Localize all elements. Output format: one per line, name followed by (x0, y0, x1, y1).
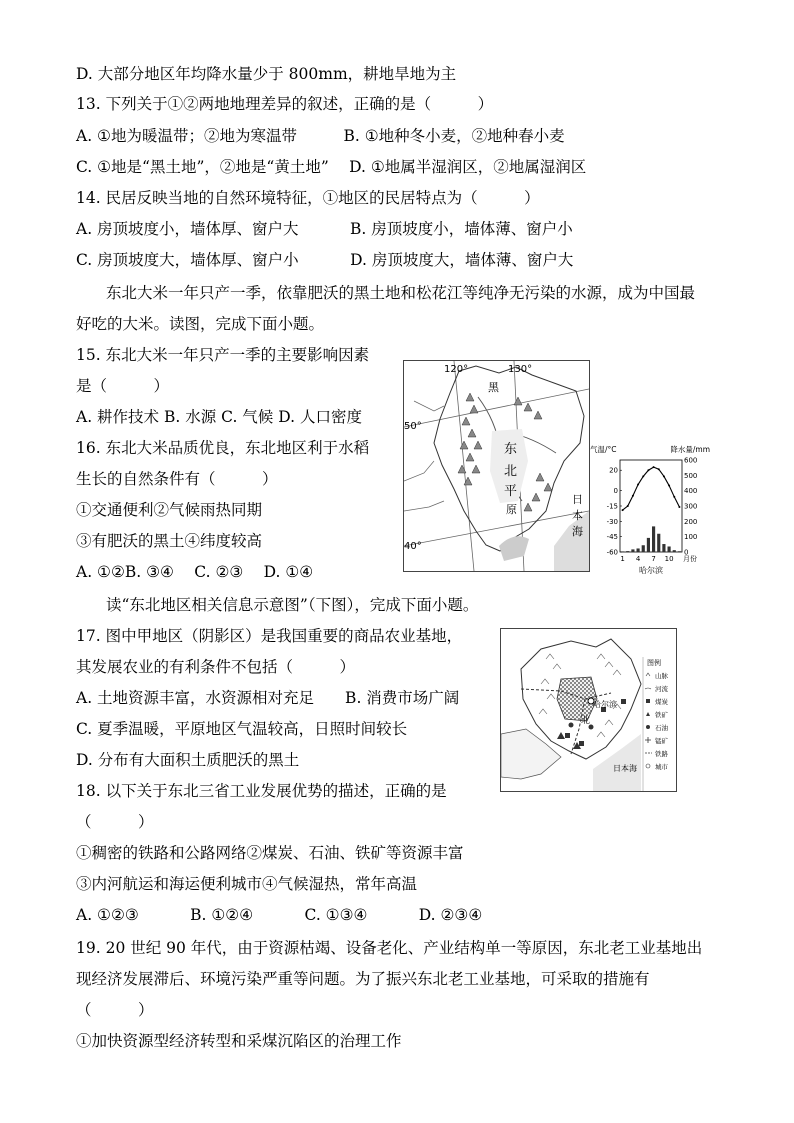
precip-axis-label: 降水量/mm (670, 445, 710, 454)
precip-tick-label: 400 (684, 487, 698, 496)
question-19-cont: 现经济发展滞后、环境污染严重等问题。为了振兴东北老工业基地，可采取的措施有 (76, 970, 650, 988)
temp-tick-label: -45 (606, 533, 618, 542)
q14-options-ab: A. 房顶坡度小，墙体厚、窗户大 B. 房顶坡度小，墙体薄、窗户小 (76, 220, 573, 238)
temp-line (623, 467, 680, 510)
question-19-paren: （ ） (76, 1001, 154, 1019)
month-tick-label: 7 (651, 555, 656, 563)
precip-tick-label: 200 (684, 517, 698, 526)
harbin-climate-chart (590, 440, 710, 575)
q17-option-ab: A. 土地资源丰富，水资源相对充足 B. 消费市场广阔 (76, 689, 460, 707)
sea-char-2: 本 (572, 509, 583, 522)
month-tick-label: 1 (620, 555, 625, 563)
precip-bar (647, 538, 650, 552)
lat-50-label: 50° (404, 421, 422, 432)
passage-rice-2: 好吃的大米。读图，完成下面小题。 (76, 315, 325, 333)
q19-item-1: ①加快资源型经济转型和采煤沉陷区的治理工作 (76, 1032, 402, 1050)
question-15: 15. 东北大米一年只产一季的主要影响因素 (76, 346, 370, 364)
precip-bar (631, 549, 634, 552)
legend-city: 城市 (655, 763, 668, 771)
question-16: 16. 东北大米品质优良，东北地区利于水稻 (76, 439, 370, 457)
legend-iron: 铁矿 (655, 711, 668, 719)
plot-frame (620, 460, 682, 552)
temp-point (668, 485, 670, 487)
legend-river: 河流 (655, 685, 668, 693)
temp-tick-label: -60 (606, 548, 618, 557)
temp-tick-label: 20 (609, 466, 618, 475)
plain-char-4: 原 (506, 503, 517, 516)
q18-item-34: ③内河航运和海运便利城市④气候湿热，常年高温 (76, 875, 418, 893)
harbin-label: 哈尔滨 (593, 700, 617, 709)
precip-bar (626, 551, 629, 552)
question-13: 13. 下列关于①②两地地理差异的叙述，正确的是（ ） (76, 95, 494, 113)
sea-char-3: 海 (572, 525, 583, 538)
plain-char-2: 北 (504, 464, 518, 479)
temp-tick-label: 0 (613, 487, 618, 496)
question-19: 19. 20 世纪 90 年代，由于资源枯竭、设备老化、产业结构单一等原因，东北老工业基地出 (76, 939, 703, 957)
precip-tick-label: 0 (684, 548, 689, 557)
precip-bar (673, 550, 676, 552)
jia-label: 北 (581, 716, 591, 726)
passage-rice-1: 东北大米一年只产一季，依靠肥沃的黑土地和松花江等纯净无污染的水源，成为中国最 (106, 284, 696, 302)
temp-tick-label: -30 (606, 517, 618, 526)
temp-point (632, 495, 634, 497)
precip-bar (642, 545, 645, 552)
temp-point (658, 468, 660, 470)
q13-options-ab: A. ①地为暖温带；②地为寒温带 B. ①地种冬小麦，②地种春小麦 (76, 127, 565, 145)
temp-point (653, 466, 655, 468)
precip-bar (662, 544, 665, 552)
question-17-cont: 其发展农业的有利条件不包括（ ） (76, 658, 356, 676)
precip-tick-label: 100 (684, 533, 698, 542)
lon-130-label: 130° (508, 364, 533, 375)
sea-label: 日本海 (613, 764, 637, 773)
northeast-plain-map (403, 360, 590, 572)
temp-point (673, 496, 675, 498)
legend-oil: 石油 (655, 724, 668, 732)
question-17: 17. 图中甲地区（阴影区）是我国重要的商品农业基地， (76, 627, 463, 645)
precip-tick-label: 500 (684, 471, 698, 480)
lat-40-label: 40° (404, 541, 422, 552)
precip-bar (652, 526, 655, 552)
option-d-q12: D. 大部分地区年均降水量少于 800mm，耕地旱地为主 (76, 65, 457, 83)
q16-item-12: ①交通便利②气候雨热同期 (76, 501, 263, 519)
q17-option-d: D. 分布有大面积土质肥沃的黑土 (76, 751, 300, 769)
precip-tick-label: 300 (684, 502, 698, 511)
temp-axis-label: 气温/°C (590, 445, 617, 454)
q13-options-cd: C. ①地是“黑土地”，②地是“黄土地” D. ①地属半湿润区，②地属湿润区 (76, 158, 587, 176)
precip-bar (668, 546, 671, 552)
precip-bar (678, 551, 681, 552)
temp-tick-label: -15 (606, 502, 618, 511)
month-unit-label: 月份 (683, 555, 697, 563)
legend-title: 图例 (647, 659, 661, 667)
temp-point (642, 475, 644, 477)
question-18: 18. 以下关于东北三省工业发展优势的描述，正确的是 (76, 782, 447, 800)
temp-point (663, 475, 665, 477)
month-tick-label: 4 (635, 555, 641, 563)
legend-mountain: 山脉 (655, 672, 668, 680)
q16-item-34: ③有肥沃的黑土④纬度较高 (76, 532, 263, 550)
temp-point (622, 509, 624, 511)
legend-manganese: 锰矿 (655, 737, 668, 745)
temp-point (627, 505, 629, 507)
q14-options-cd: C. 房顶坡度大，墙体厚、窗户小 D. 房顶坡度大，墙体薄、窗户大 (76, 251, 574, 269)
passage-northeast: 读“东北地区相关信息示意图”（下图），完成下面小题。 (106, 596, 479, 614)
precip-tick-label: 600 (684, 456, 698, 465)
plain-char-1: 东 (504, 442, 518, 457)
question-18-cont: （ ） (76, 813, 154, 831)
legend-coal: 煤炭 (655, 698, 668, 706)
northeast-info-map (500, 628, 677, 792)
question-16-cont: 生长的自然条件有（ ） (76, 470, 278, 488)
hei-label: 黑 (488, 381, 499, 394)
question-15-cont: 是（ ） (76, 377, 170, 395)
plain-char-3: 平 (504, 484, 518, 499)
month-tick-label: 10 (664, 555, 674, 563)
q18-options: A. ①②③ B. ①②④ C. ①③④ D. ②③④ (76, 906, 483, 924)
precip-bar (657, 534, 660, 552)
chart-title: 哈尔滨 (639, 566, 663, 575)
q16-options: A. ①②B. ③④ C. ②③ D. ①④ (76, 563, 314, 581)
q17-option-c: C. 夏季温暖，平原地区气温较高，日照时间较长 (76, 720, 408, 738)
legend-railway: 铁路 (655, 750, 668, 758)
temp-point (678, 506, 680, 508)
precip-bar (637, 548, 640, 552)
lon-120-label: 120° (444, 364, 469, 375)
question-14: 14. 民居反映当地的自然环境特征，①地区的民居特点为（ ） (76, 189, 540, 207)
q15-options: A. 耕作技术 B. 水源 C. 气候 D. 人口密度 (76, 408, 362, 426)
q18-item-12: ①稠密的铁路和公路网络②煤炭、石油、铁矿等资源丰富 (76, 844, 464, 862)
temp-point (647, 469, 649, 471)
sea-char-1: 日 (572, 493, 583, 506)
precip-bar (621, 551, 624, 552)
temp-point (637, 484, 639, 486)
